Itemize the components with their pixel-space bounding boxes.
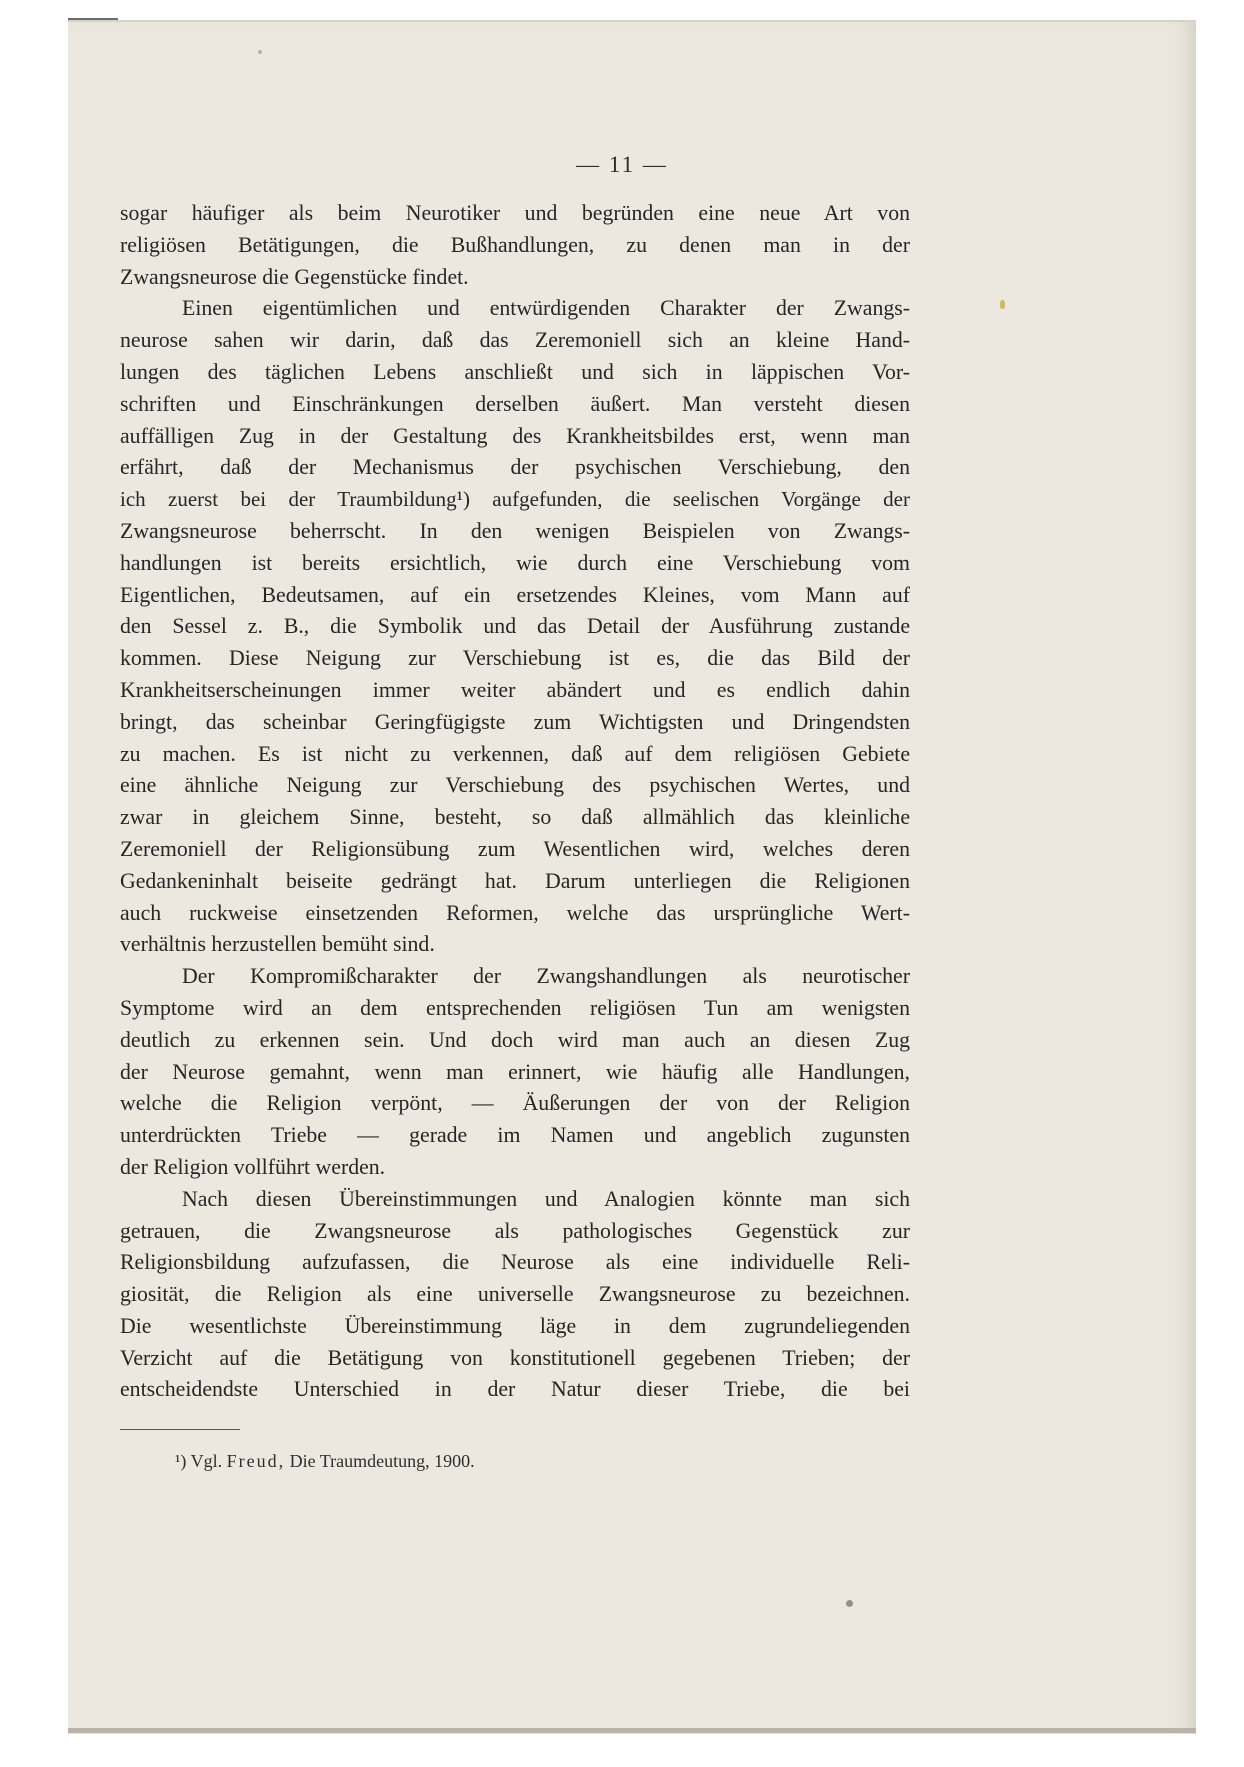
text-line: der Religion vollführt werden. — [120, 1154, 386, 1179]
paper-stain — [1000, 300, 1005, 309]
text-line: Der Kompromißcharakter der Zwangshandlungen als neurotischer — [182, 964, 910, 989]
text-line: zu machen. Es ist nicht zu verkennen, daß auf dem religiösen Gebiete — [120, 741, 910, 766]
text-line: Verzicht auf die Betätigung von konstitutionell gegebenen Trieben; der — [120, 1345, 910, 1370]
text-line: erfährt, daß der Mechanismus der psychischen Verschiebung, den — [120, 455, 910, 480]
text-line: auch ruckweise einsetzenden Reformen, welche das ursprüngliche Wert- — [120, 900, 910, 925]
text-line: neurose sahen wir darin, daß das Zeremoniell sich an kleine Hand- — [120, 328, 910, 353]
paper-speck — [258, 50, 262, 54]
text-line: Krankheitserscheinungen immer weiter abändert und es endlich dahin — [120, 677, 910, 702]
text-line: eine ähnliche Neigung zur Verschiebung des psychischen Wertes, und — [120, 773, 910, 798]
text-line: deutlich zu erkennen sein. Und doch wird man auch an diesen Zug — [120, 1027, 910, 1052]
text-line: handlungen ist bereits ersichtlich, wie durch eine Verschiebung vom — [120, 550, 910, 575]
text-line: Gedankeninhalt beiseite gedrängt hat. Darum unterliegen die Religionen — [120, 868, 910, 893]
text-line: den Sessel z. B., die Symbolik und das Detail der Ausführung zustande — [120, 614, 910, 639]
page-number: — 11 — — [576, 152, 668, 177]
paper-speck — [846, 1600, 853, 1607]
footnote-author: Freud, — [226, 1451, 286, 1471]
text-line: unterdrückten Triebe — gerade im Namen und angeblich zugunsten — [120, 1123, 910, 1148]
text-line: kommen. Diese Neigung zur Verschiebung ist es, die das Bild der — [120, 646, 910, 671]
text-line: Einen eigentümlichen und entwürdigenden Charakter der Zwangs- — [182, 296, 910, 321]
footnote-mark: ¹) — [175, 1451, 187, 1471]
text-line: Eigentlichen, Bedeutsamen, auf ein ersetzendes Kleines, vom Mann auf — [120, 582, 910, 607]
footnote-title: Die Traumdeutung, 1900. — [289, 1451, 475, 1471]
text-line: Zeremoniell der Religionsübung zum Wesentlichen wird, welches deren — [120, 836, 910, 861]
footnote-prefix: Vgl. — [190, 1451, 223, 1471]
text-line: bringt, das scheinbar Geringfügigste zum Wichtigsten und Dringendsten — [120, 709, 910, 734]
text-line: lungen des täglichen Lebens anschließt und sich in läppischen Vor- — [120, 359, 910, 384]
text-line: auffälligen Zug in der Gestaltung des Krankheitsbildes erst, wenn man — [120, 423, 910, 448]
text-line: zwar in gleichem Sinne, besteht, so daß allmählich das kleinliche — [120, 805, 910, 830]
text-line: verhältnis herzustellen bemüht sind. — [120, 932, 435, 957]
text-line: entscheidendste Unterschied in der Natur dieser Triebe, die bei — [120, 1377, 910, 1402]
text-line: welche die Religion verpönt, — Äußerungen der von der Religion — [120, 1091, 910, 1116]
text-line: Zwangsneurose die Gegenstücke findet. — [120, 264, 469, 289]
text-line: Religionsbildung aufzufassen, die Neurose als eine individuelle Reli- — [120, 1250, 910, 1275]
text-line: Symptome wird an dem entsprechenden religiösen Tun am wenigsten — [120, 995, 910, 1020]
text-line: getrauen, die Zwangsneurose als pathologisches Gegenstück zur — [120, 1218, 910, 1243]
footnote-rule — [120, 1429, 240, 1430]
text-line: sogar häufiger als beim Neurotiker und begründen eine neue Art von — [120, 201, 910, 225]
text-line: Nach diesen Übereinstimmungen und Analogien könnte man sich — [182, 1186, 910, 1211]
text-line: giosität, die Religion als eine universelle Zwangsneurose zu bezeichnen. — [120, 1282, 910, 1307]
page-bottom-edge — [68, 1728, 1196, 1733]
text-line: Zwangsneurose beherrscht. In den wenigen Beispielen von Zwangs- — [120, 518, 910, 543]
text-line: der Neurose gemahnt, wenn man erinnert, wie häufig alle Handlungen, — [120, 1059, 910, 1084]
text-line: schriften und Einschränkungen derselben äußert. Man versteht diesen — [120, 391, 910, 416]
footnote — [175, 1448, 475, 1474]
body-text — [120, 198, 910, 1406]
text-line: religiösen Betätigungen, die Bußhandlungen, zu denen man in der — [120, 232, 910, 257]
text-line: Die wesentlichste Übereinstimmung läge in dem zugrundeliegenden — [120, 1313, 910, 1338]
text-line: ich zuerst bei der Traumbildung¹) aufgefunden, die seelischen Vorgänge der — [120, 487, 910, 512]
